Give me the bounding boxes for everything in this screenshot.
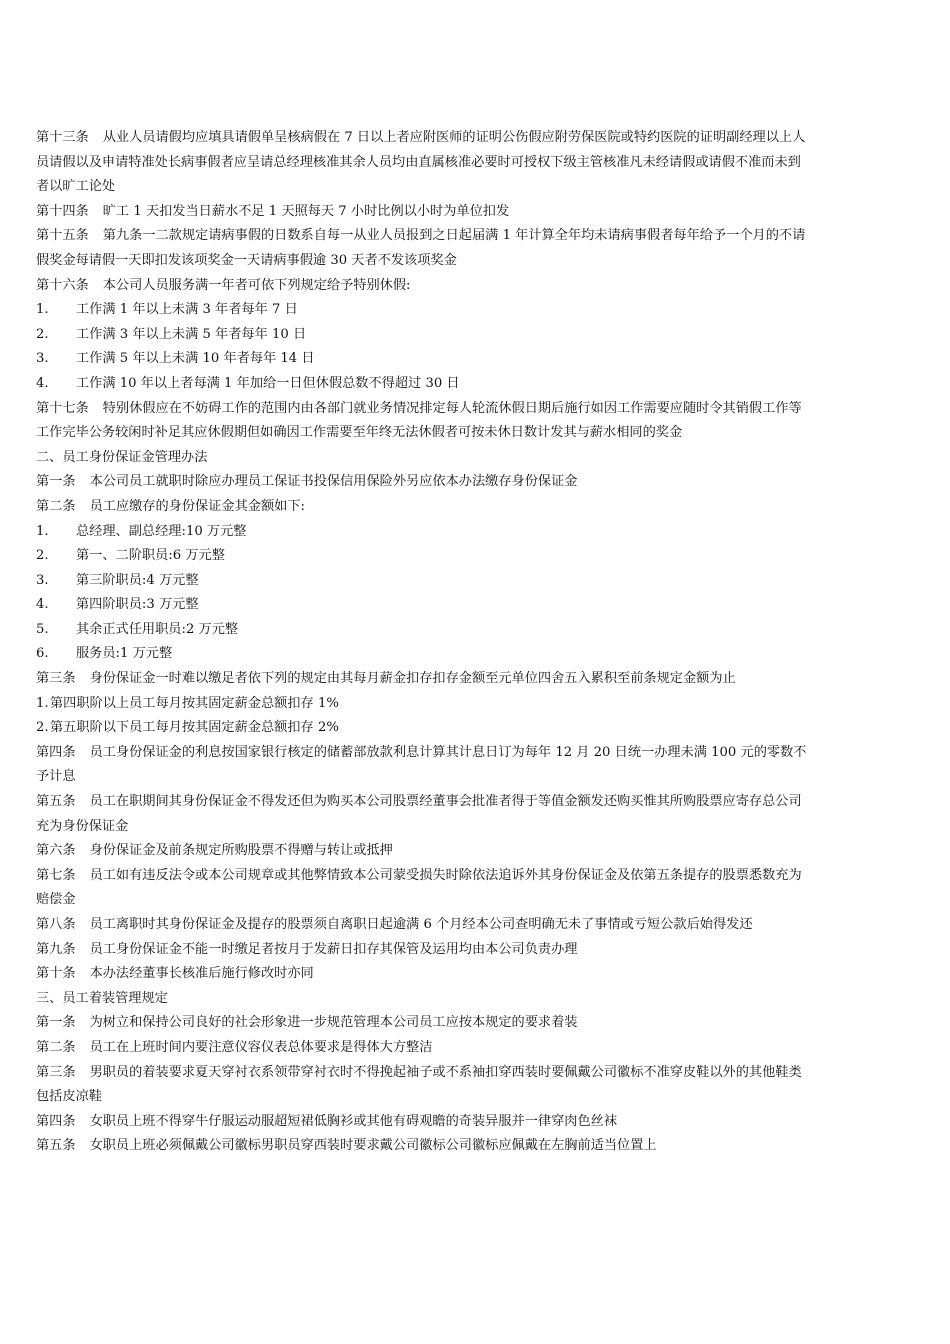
article-paragraph <box>36 397 814 446</box>
article-text: 女职员上班不得穿牛仔服运动服超短裙低胸衫或其他有碍观瞻的奇装异服并一律穿肉色丝袜 <box>89 1113 618 1129</box>
list-item-number: 3. <box>36 572 49 588</box>
article-text: 特别休假应在不妨碍工作的范围内由各部门就业务情况排定每人轮流休假日期后施行如因工作需要应随时令其销假工作等工作完毕公务较闲时补足其应休假期但如确因工作需要至年终无法休假者可按未休日数计发其与薪水相同的奖金 <box>36 400 802 441</box>
article-text: 本公司人员服务满一年者可依下列规定给予特别休假: <box>102 277 411 293</box>
article-paragraph <box>36 1134 814 1159</box>
list-item-text: 工作满 5 年以上未满 10 年者每年 14 日 <box>76 351 315 367</box>
list-item <box>36 618 814 643</box>
article-text: 从业人员请假均应填具请假单呈核病假在 7 日以上者应附医师的证明公伤假应附劳保医院或特约医院的证明副经理以上人员请假以及申请特准处长病事假者应呈请总经理核准其余人员均由直属核准必要时可授权下级主管核准凡未经请假或请假不准而未到者以旷工论处 <box>36 130 806 195</box>
article-number: 第三条 <box>36 1064 76 1080</box>
article-text: 旷工 1 天扣发当日薪水不足 1 天照每天 7 小时比例以小时为单位扣发 <box>102 203 510 219</box>
article-paragraph <box>36 1061 814 1110</box>
article-paragraph <box>36 864 814 913</box>
article-text: 员工身份保证金的利息按国家银行核定的储蓄部放款利息计算其计息日订为每年 12 月 20 日统一办理未满 100 元的零数不予计息 <box>36 744 807 785</box>
list-item-text: 工作满 1 年以上未满 3 年者每年 7 日 <box>76 302 298 318</box>
article-paragraph <box>36 1036 814 1061</box>
list-item-number: 2. <box>36 326 49 342</box>
article-number: 第二条 <box>36 498 76 514</box>
list-item <box>36 642 814 667</box>
list-item-text: 第四职阶以上员工每月按其固定薪金总额扣存 1% <box>50 695 339 711</box>
list-item <box>36 593 814 618</box>
article-text: 为树立和保持公司良好的社会形象进一步规范管理本公司员工应按本规定的要求着装 <box>89 1015 578 1031</box>
article-number: 第七条 <box>36 867 76 883</box>
article-text: 二、员工身份保证金管理办法 <box>36 449 208 465</box>
article-paragraph <box>36 913 814 938</box>
article-paragraph <box>36 1011 814 1036</box>
article-text: 身份保证金一时难以缴足者依下列的规定由其每月薪金扣存扣存金额至元单位四舍五入累积至前条规定金额为止 <box>89 671 736 687</box>
article-paragraph <box>36 839 814 864</box>
list-item-text: 服务员:1 万元整 <box>76 646 173 662</box>
article-paragraph <box>36 938 814 963</box>
list-item <box>36 323 814 348</box>
list-item-text: 第一、二阶职员:6 万元整 <box>76 548 225 564</box>
document-body <box>36 126 814 1159</box>
article-number: 第八条 <box>36 917 76 932</box>
article-number: 第五条 <box>36 794 76 810</box>
article-number: 第十七条 <box>36 400 89 416</box>
list-item <box>36 347 814 372</box>
list-item-text: 其余正式任用职员:2 万元整 <box>76 621 239 637</box>
article-text: 第九条一二款规定请病事假的日数系自每一从业人员报到之日起届满 1 年计算全年均未请病事假者每年给予一个月的不请假奖金每请假一天即扣发该项奖金一天请病事假逾 30 天者不发该项奖金 <box>36 228 806 268</box>
article-paragraph <box>36 741 814 790</box>
article-text: 员工在职期间其身份保证金不得发还但为购买本公司股票经董事会批准者得于等值金额发还购买惟其所购股票应寄存总公司充为身份保证金 <box>36 794 802 834</box>
article-text: 员工在上班时间内要注意仪容仪表总体要求是得体大方整洁 <box>89 1039 433 1055</box>
list-item-number: 5. <box>36 621 49 637</box>
article-text: 员工离职时其身份保证金及提存的股票须自离职日起逾满 6 个月经本公司查明确无未了事情或亏短公款后始得发还 <box>89 917 753 932</box>
article-paragraph <box>36 274 814 299</box>
article-number: 第十三条 <box>36 130 89 145</box>
article-number: 第一条 <box>36 1015 76 1031</box>
article-text: 三、员工着装管理规定 <box>36 990 168 1006</box>
list-item-number: 1. <box>36 523 49 539</box>
article-text: 员工身份保证金不能一时缴足者按月于发薪日扣存其保管及运用均由本公司负责办理 <box>89 941 578 957</box>
list-item <box>36 569 814 594</box>
list-item <box>36 372 814 397</box>
article-paragraph <box>36 495 814 520</box>
list-item-number: 2. <box>36 548 49 564</box>
article-number: 第五条 <box>36 1138 76 1154</box>
article-paragraph <box>36 667 814 692</box>
article-text: 本公司员工就职时除应办理员工保证书投保信用保险外另应依本办法缴存身份保证金 <box>89 474 578 490</box>
article-number: 第二条 <box>36 1039 76 1055</box>
list-item-text: 第五职阶以下员工每月按其固定薪金总额扣存 2% <box>50 720 339 736</box>
list-item-text: 第三阶职员:4 万元整 <box>76 572 199 588</box>
article-text: 身份保证金及前条规定所购股票不得赠与转让或抵押 <box>89 843 393 859</box>
section-heading <box>36 446 814 471</box>
article-paragraph <box>36 962 814 987</box>
article-text: 女职员上班必须佩戴公司徽标男职员穿西装时要求戴公司徽标公司徽标应佩戴在左胸前适当位置上 <box>89 1138 657 1154</box>
article-number: 第十五条 <box>36 228 89 244</box>
article-number: 第三条 <box>36 671 76 687</box>
article-number: 第十六条 <box>36 277 89 293</box>
article-number: 第四条 <box>36 1113 76 1129</box>
article-paragraph <box>36 200 814 225</box>
article-text: 员工应缴存的身份保证金其金额如下: <box>89 498 306 514</box>
article-number: 第六条 <box>36 843 76 859</box>
list-item-text: 工作满 10 年以上者每满 1 年加给一日但休假总数不得超过 30 日 <box>76 375 460 391</box>
list-item <box>36 520 814 545</box>
section-heading <box>36 987 814 1012</box>
article-paragraph <box>36 224 814 273</box>
list-item-number: 4. <box>36 375 49 391</box>
article-number: 第四条 <box>36 744 76 760</box>
article-number: 第九条 <box>36 941 76 957</box>
list-item <box>36 692 814 717</box>
list-item-text: 工作满 3 年以上未满 5 年者每年 10 日 <box>76 326 307 342</box>
article-text: 本办法经董事长核准后施行修改时亦同 <box>89 966 314 982</box>
list-item-number: 4. <box>36 597 49 613</box>
article-paragraph <box>36 470 814 495</box>
article-text: 男职员的着装要求夏天穿衬衣系领带穿衬衣时不得挽起袖子或不系袖扣穿西装时要佩戴公司徽标不准穿皮鞋以外的其他鞋类包括皮凉鞋 <box>36 1064 802 1105</box>
article-paragraph <box>36 1110 814 1135</box>
list-item-number: 3. <box>36 351 49 367</box>
article-paragraph <box>36 126 814 200</box>
list-item <box>36 298 814 323</box>
article-number: 第一条 <box>36 474 76 490</box>
list-item-text: 总经理、副总经理:10 万元整 <box>76 523 247 539</box>
list-item-number: 1. <box>36 302 49 318</box>
list-item-number: 2. <box>36 720 49 736</box>
list-item <box>36 544 814 569</box>
list-item <box>36 716 814 741</box>
list-item-text: 第四阶职员:3 万元整 <box>76 597 199 613</box>
list-item-number: 6. <box>36 646 49 662</box>
list-item-number: 1. <box>36 695 49 711</box>
article-number: 第十四条 <box>36 203 89 219</box>
article-number: 第十条 <box>36 966 76 982</box>
article-text: 员工如有违反法令或本公司规章或其他弊情致本公司蒙受损失时除依法追诉外其身份保证金及依第五条提存的股票悉数充为赔偿金 <box>36 867 802 908</box>
article-paragraph <box>36 790 814 839</box>
